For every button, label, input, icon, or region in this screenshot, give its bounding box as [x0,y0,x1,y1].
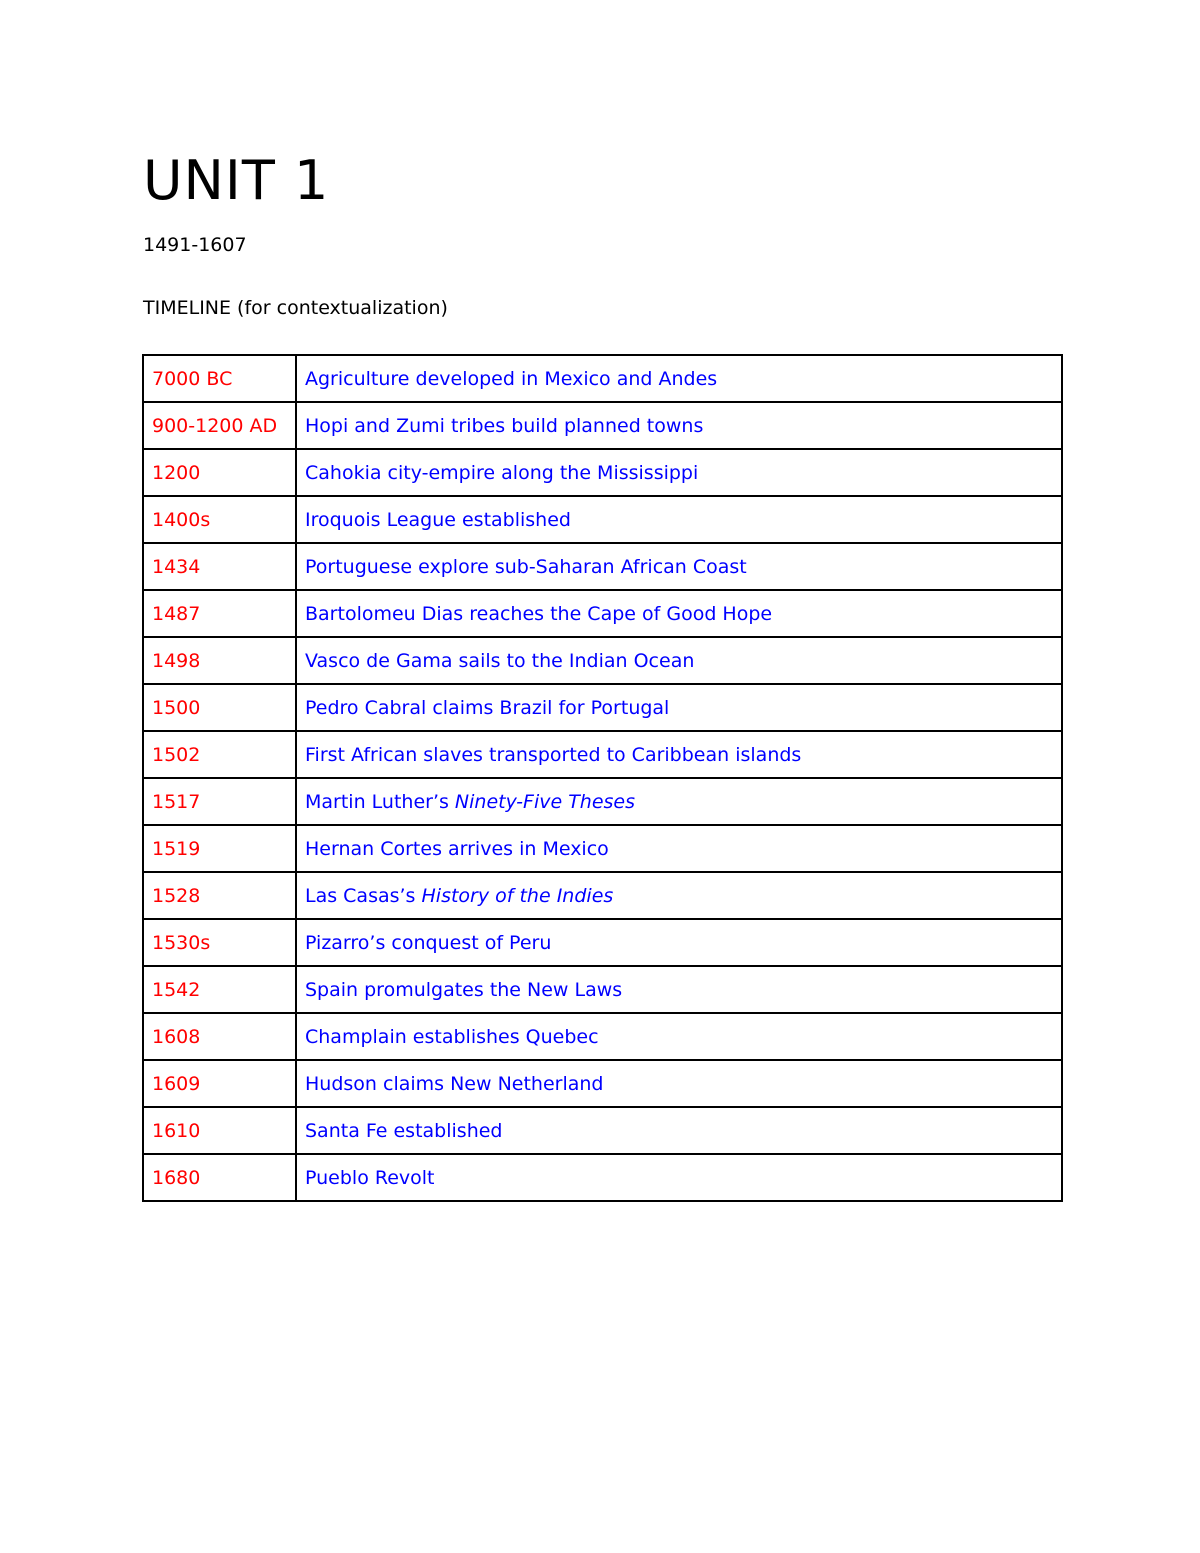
table-row [143,731,1062,778]
timeline-event: Pizarro’s conquest of Peru [296,919,1062,966]
table-row [143,590,1062,637]
table-row [143,684,1062,731]
table-row [143,637,1062,684]
timeline-event: Hudson claims New Netherland [296,1060,1062,1107]
timeline-date: 1517 [143,778,296,825]
timeline-event: Hopi and Zumi tribes build planned towns [296,402,1062,449]
event-prefix: Martin Luther’s [305,790,455,813]
timeline-event: First African slaves transported to Caribbean islands [296,731,1062,778]
timeline-date: 1500 [143,684,296,731]
page-title: UNIT 1 [143,149,330,212]
timeline-caption: TIMELINE (for contextualization) [143,297,448,319]
timeline-event: Pueblo Revolt [296,1154,1062,1201]
timeline-event: Agriculture developed in Mexico and Andes [296,355,1062,402]
timeline-date: 1609 [143,1060,296,1107]
timeline-date: 900-1200 AD [143,402,296,449]
table-row [143,402,1062,449]
timeline-date: 1487 [143,590,296,637]
table-row [143,543,1062,590]
timeline-date: 1400s [143,496,296,543]
timeline-date: 1608 [143,1013,296,1060]
table-row [143,919,1062,966]
timeline-date: 1434 [143,543,296,590]
timeline-event: Santa Fe established [296,1107,1062,1154]
timeline-event: Iroquois League established [296,496,1062,543]
timeline-event: Hernan Cortes arrives in Mexico [296,825,1062,872]
work-title: History of the Indies [421,884,614,907]
timeline-date: 1530s [143,919,296,966]
timeline-table [142,354,1063,1202]
table-row [143,1107,1062,1154]
work-title: Ninety-Five Theses [454,790,636,813]
table-row [143,449,1062,496]
table-row [143,1154,1062,1201]
table-row [143,1013,1062,1060]
date-range: 1491-1607 [143,234,247,256]
timeline-event: Champlain establishes Quebec [296,1013,1062,1060]
timeline-event: Vasco de Gama sails to the Indian Ocean [296,637,1062,684]
table-row [143,778,1062,825]
table-row [143,1060,1062,1107]
timeline-date: 1519 [143,825,296,872]
timeline-date: 7000 BC [143,355,296,402]
timeline-date: 1200 [143,449,296,496]
table-row [143,825,1062,872]
table-row [143,496,1062,543]
table-row [143,872,1062,919]
timeline-event [296,778,1062,825]
timeline-event: Portuguese explore sub-Saharan African Coast [296,543,1062,590]
event-prefix: Las Casas’s [305,884,422,907]
timeline-date: 1498 [143,637,296,684]
timeline-event: Cahokia city-empire along the Mississippi [296,449,1062,496]
timeline-date: 1610 [143,1107,296,1154]
timeline-event: Spain promulgates the New Laws [296,966,1062,1013]
timeline-date: 1680 [143,1154,296,1201]
timeline-event [296,872,1062,919]
timeline-date: 1502 [143,731,296,778]
table-row [143,355,1062,402]
table-row [143,966,1062,1013]
timeline-date: 1542 [143,966,296,1013]
timeline-date: 1528 [143,872,296,919]
timeline-event: Pedro Cabral claims Brazil for Portugal [296,684,1062,731]
timeline-body [143,355,1062,1201]
timeline-event: Bartolomeu Dias reaches the Cape of Good Hope [296,590,1062,637]
